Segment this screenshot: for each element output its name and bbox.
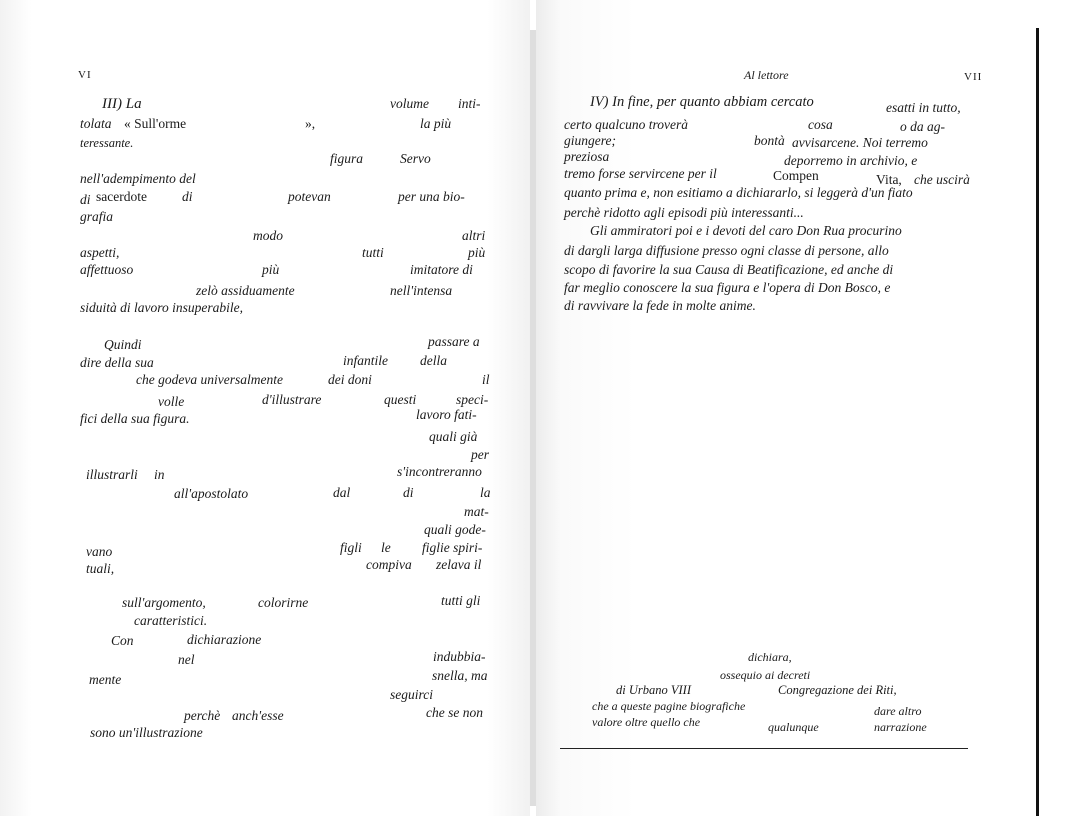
text-fragment: più	[468, 245, 486, 260]
text-fragment: vano	[86, 544, 113, 559]
text-fragment: siduità di lavoro insuperabile,	[80, 300, 243, 315]
text-fragment: inti-	[458, 96, 481, 111]
text-fragment: « Sull'orme	[124, 116, 187, 131]
text-fragment: altri	[462, 228, 486, 243]
text-fragment: quali gode-	[424, 522, 486, 537]
text-fragment: perchè ridotto agli episodi più interessanti...	[564, 205, 804, 220]
text-fragment: la	[480, 485, 491, 500]
text-fragment: compiva	[366, 557, 412, 572]
text-fragment: nel	[178, 652, 195, 667]
text-fragment: valore oltre quello che	[592, 715, 701, 729]
text-fragment: dare altro	[874, 704, 922, 718]
text-fragment: che godeva universalmente	[136, 372, 283, 387]
text-fragment: snella, ma	[432, 668, 488, 683]
text-fragment: che uscirà	[914, 172, 970, 187]
text-fragment: modo	[253, 228, 283, 243]
text-fragment: di Urbano VIII	[616, 683, 691, 697]
text-fragment: seguirci	[390, 687, 433, 702]
text-fragment: che a queste pagine biografiche	[592, 699, 746, 713]
text-fragment: bontà	[754, 133, 785, 148]
text-fragment: dal	[333, 485, 351, 500]
text-fragment: fici della sua figura.	[80, 411, 190, 426]
text-fragment: caratteristici.	[134, 613, 208, 628]
text-fragment: Compen	[773, 168, 819, 183]
text-fragment: infantile	[343, 353, 388, 368]
text-fragment: lavoro fati-	[416, 407, 477, 422]
text-fragment: deporremo in archivio, e	[784, 153, 918, 168]
text-fragment: in	[154, 467, 165, 482]
text-fragment: tremo forse servircene per il	[564, 166, 717, 181]
text-fragment: quali già	[429, 429, 478, 444]
text-fragment: narrazione	[874, 720, 927, 734]
text-fragment: ossequio ai decreti	[720, 668, 811, 682]
text-fragment: illustrarli	[86, 467, 138, 482]
text-fragment: quanto prima e, non esitiamo a dichiararlo, si leggerà d'un fiato	[564, 185, 913, 200]
text-fragment: mat-	[464, 504, 489, 519]
text-fragment: giungere;	[564, 133, 616, 148]
text-fragment: tutti	[362, 245, 384, 260]
text-fragment: dichiarazione	[187, 632, 262, 647]
page-number: VII	[964, 71, 983, 83]
text-fragment: perchè	[184, 708, 221, 723]
text-fragment: affettuoso	[80, 262, 134, 277]
text-fragment: all'apostolato	[174, 486, 249, 501]
text-fragment: passare a	[428, 334, 480, 349]
text-fragment: qualunque	[768, 720, 819, 734]
text-fragment: di dargli larga diffusione presso ogni classe di persone, allo	[564, 243, 889, 258]
text-fragment: zelò assiduamente	[196, 283, 295, 298]
text-fragment: Servo	[400, 151, 431, 166]
text-fragment: tolata	[80, 116, 112, 131]
text-fragment: dei doni	[328, 372, 372, 387]
text-fragment: sull'argomento,	[122, 595, 206, 610]
text-fragment: avvisarcene. Noi terremo	[792, 135, 928, 150]
text-fragment: indubbia-	[433, 649, 486, 664]
text-fragment: le	[381, 540, 391, 555]
right-page	[536, 0, 1036, 816]
text-fragment: di ravvivare la fede in molte anime.	[564, 298, 756, 313]
text-fragment: figlie spiri-	[422, 540, 483, 555]
text-fragment: IV) In fine, per quanto abbiam cercato	[590, 94, 814, 110]
text-fragment: questi	[384, 392, 417, 407]
text-fragment: di	[80, 192, 91, 207]
text-fragment: dichiara,	[748, 650, 792, 664]
text-fragment: Gli ammiratori poi e i devoti del caro Don Rua procurino	[590, 223, 902, 238]
text-fragment: figli	[340, 540, 362, 555]
text-fragment: aspetti,	[80, 245, 120, 260]
text-fragment: tuali,	[86, 561, 115, 576]
text-fragment: preziosa	[564, 149, 610, 164]
left-page	[0, 0, 530, 816]
text-fragment: della	[420, 353, 447, 368]
text-fragment: sono un'illustrazione	[90, 725, 203, 740]
text-fragment: figura	[330, 151, 364, 166]
text-fragment: teressante.	[80, 136, 134, 150]
text-fragment: la più	[420, 116, 452, 131]
text-fragment: esatti in tutto,	[886, 100, 961, 115]
text-fragment: nell'adempimento del	[80, 171, 196, 186]
text-fragment: o da ag-	[900, 119, 945, 134]
text-fragment: III) La	[102, 96, 142, 112]
text-fragment: Quindi	[104, 337, 142, 352]
text-fragment: il	[482, 372, 490, 387]
text-fragment: certo qualcuno troverà	[564, 117, 688, 132]
text-fragment: che se non	[426, 705, 483, 720]
text-fragment: Con	[111, 633, 134, 648]
text-fragment: zelava il	[436, 557, 482, 572]
text-fragment: di	[403, 485, 414, 500]
text-fragment: d'illustrare	[262, 392, 322, 407]
text-fragment: volume	[390, 96, 429, 111]
text-fragment: di	[182, 189, 193, 204]
text-fragment: grafia	[80, 209, 114, 224]
text-fragment: cosa	[808, 117, 833, 132]
text-fragment: colorirne	[258, 595, 309, 610]
text-fragment: mente	[89, 672, 122, 687]
running-head: Al lettore	[744, 68, 789, 82]
text-fragment: imitatore di	[410, 262, 473, 277]
text-fragment: scopo di favorire la sua Causa di Beatificazione, ed anche di	[564, 262, 894, 277]
text-fragment: per una bio-	[398, 189, 465, 204]
text-fragment: Congregazione dei Riti,	[778, 683, 897, 697]
page-edge	[1036, 28, 1039, 816]
page-number: VI	[78, 69, 92, 81]
text-fragment: »,	[305, 116, 316, 131]
text-fragment: volle	[158, 394, 185, 409]
text-fragment: Vita,	[876, 172, 902, 187]
text-fragment: far meglio conoscere la sua figura e l'opera di Don Bosco, e	[564, 280, 891, 295]
text-fragment: tutti gli	[441, 593, 481, 608]
text-fragment: per	[471, 447, 489, 462]
text-fragment: potevan	[288, 189, 331, 204]
footnote-rule	[560, 748, 968, 749]
text-fragment: anch'esse	[232, 708, 284, 723]
text-fragment: nell'intensa	[390, 283, 453, 298]
text-fragment: s'incontreranno	[397, 464, 482, 479]
text-fragment: sacerdote	[96, 189, 147, 204]
text-fragment: dire della sua	[80, 355, 154, 370]
text-fragment: speci-	[456, 392, 489, 407]
text-fragment: più	[262, 262, 280, 277]
